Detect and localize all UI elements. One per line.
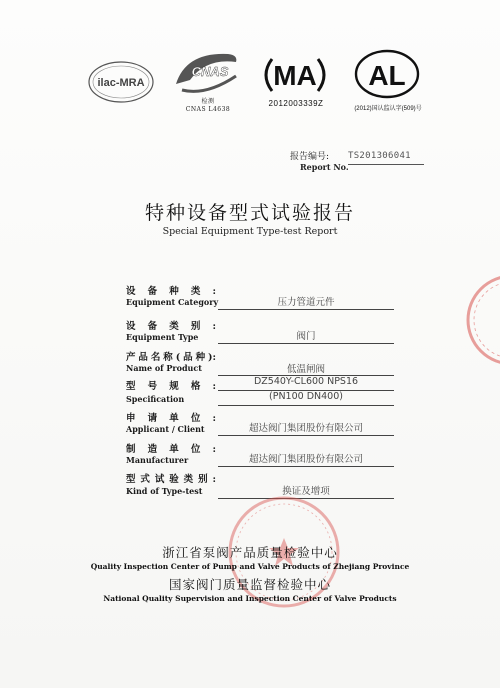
field-value-equipment-category: 压力管道元件 [277,297,335,308]
field-value-product-name: 低温闸阀 [286,364,325,375]
field-label-en: Equipment Category [126,297,219,307]
issuer-name-en-2: National Quality Supervision and Inspection Center of Valve Products [103,594,397,603]
cnas-logo-icon [166,46,246,104]
field-value-specification: DZ540Y-CL600 NPS16 [253,376,359,387]
field-label-en: Manufacturer [126,455,189,465]
cnas-sub-cn: 检测 [201,98,215,105]
field-value-test-kind: 换证及增项 [282,486,330,497]
field-value-equipment-type: 阀门 [296,331,316,342]
field-value-specification-2: (PN100 DN400) [269,391,343,402]
cma-logo-icon [258,53,332,97]
field-label-cn: 申请单位: [126,413,216,424]
issuer-name-cn-2: 国家阀门质量监督检验中心 [168,577,331,592]
field-underline [218,405,394,406]
field-label-cn: 型号规格: [126,381,216,392]
issuer-name-cn-1: 浙江省泵阀产品质量检验中心 [162,545,338,560]
field-label-cn: 型式试验类别: [126,474,216,485]
cma-number: 2012003339Z [268,99,324,108]
issuer-name-en-1: Quality Inspection Center of Pump and Valve Products of Zhejiang Province [90,562,410,571]
cnas-logo-text: CNAS [191,64,229,79]
field-underline [218,343,394,344]
field-value-manufacturer: 超达阀门集团股份有限公司 [248,454,363,465]
field-underline [218,466,394,467]
field-label-en: Equipment Type [126,332,199,342]
cma-logo-text: MA [273,60,317,91]
page-title-en: Special Equipment Type-test Report [162,226,338,237]
cal-number: (2012)国认监认字(509)号 [354,106,422,112]
field-label-en: Kind of Type-test [126,486,203,496]
edge-seal-stamp-icon [466,270,500,370]
field-label-en: Specification [126,394,185,404]
cnas-accreditation-caption [176,98,240,114]
ilac-logo-text: ilac-MRA [97,77,145,89]
field-label-cn: 产品名称(品种): [126,352,216,363]
cal-logo-text: AL [368,60,406,91]
page-title: 特种设备型式试验报告 [144,202,355,224]
field-label-en: Name of Product [126,363,202,373]
field-label-en: Applicant / Client [126,424,205,434]
ilac-mra-logo-icon [86,57,156,107]
report-number: TS201306041 [348,151,424,165]
field-underline [218,309,394,310]
report-label-cn: 报告编号: [290,152,330,162]
field-label-cn: 制造单位: [126,444,216,455]
field-underline [218,435,394,436]
field-label-cn: 设备种类: [126,286,216,297]
cal-logo-icon [353,48,421,100]
report-label-en: Report No. [300,162,349,172]
cnas-sub-code: CNAS L4638 [185,106,231,113]
field-value-applicant: 超达阀门集团股份有限公司 [248,423,363,434]
field-label-cn: 设备类别: [126,321,216,332]
